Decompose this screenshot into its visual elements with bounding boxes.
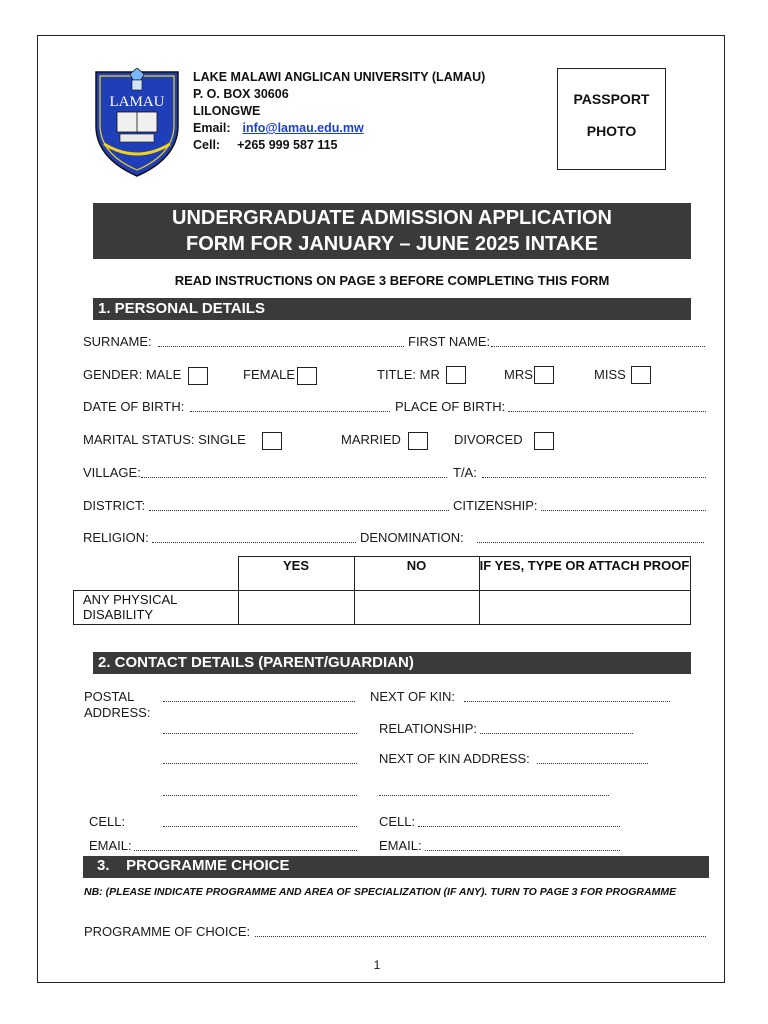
- marital-single-checkbox[interactable]: [262, 432, 282, 450]
- religion-field[interactable]: [152, 542, 356, 543]
- title-mr-checkbox[interactable]: [446, 366, 466, 384]
- denomination-field[interactable]: [477, 542, 704, 543]
- relationship-field[interactable]: [480, 733, 633, 734]
- title-mrs-label: MRS: [504, 367, 533, 382]
- passport-photo-box[interactable]: [557, 68, 666, 170]
- marital-married-checkbox[interactable]: [408, 432, 428, 450]
- title-mrs-checkbox[interactable]: [534, 366, 554, 384]
- form-title-line-1: UNDERGRADUATE ADMISSION APPLICATION: [172, 207, 612, 229]
- marital-married-label: MARRIED: [341, 432, 401, 447]
- disability-table-blank: [74, 557, 239, 591]
- col-yes: YES: [238, 557, 354, 591]
- nok-cell-label: CELL:: [379, 814, 416, 829]
- programme-choice-label: PROGRAMME OF CHOICE:: [84, 924, 251, 939]
- ta-field[interactable]: [482, 477, 706, 478]
- nok-address-field-2[interactable]: [379, 795, 609, 796]
- po-box: P. O. BOX 30606: [193, 87, 289, 101]
- pob-field[interactable]: [508, 411, 706, 412]
- village-field[interactable]: [141, 477, 447, 478]
- programme-note: NB: (PLEASE INDICATE PROGRAMME AND AREA OF SPECIALIZATION (IF ANY). TURN TO PAGE 3 FOR PROGRAMME: [84, 886, 677, 898]
- religion-label: RELIGION:: [83, 530, 149, 545]
- instructions-note: READ INSTRUCTIONS ON PAGE 3 BEFORE COMPLETING THIS FORM: [174, 273, 610, 288]
- district-label: DISTRICT:: [83, 498, 146, 513]
- disability-yes-cell[interactable]: [238, 591, 354, 625]
- logo-text: LAMAU: [109, 94, 165, 110]
- passport-line-1: PASSPORT: [573, 91, 650, 107]
- parent-cell-field[interactable]: [163, 826, 357, 827]
- postal-address-field-3[interactable]: [163, 763, 357, 764]
- title-miss-label: MISS: [594, 367, 626, 382]
- pob-label: PLACE OF BIRTH:: [395, 399, 506, 414]
- section-programme-heading: 3. PROGRAMME CHOICE: [83, 856, 709, 878]
- row-physical-disability: ANY PHYSICAL DISABILITY: [74, 591, 239, 625]
- relationship-label: RELATIONSHIP:: [379, 721, 478, 736]
- email-row: [193, 121, 364, 135]
- next-of-kin-field[interactable]: [464, 701, 670, 702]
- nok-address-field-1[interactable]: [537, 763, 648, 764]
- dob-label: DATE OF BIRTH:: [83, 399, 185, 414]
- nok-cell-field[interactable]: [418, 826, 620, 827]
- postal-address-label: POSTAL ADDRESS:: [84, 689, 151, 720]
- cell-label: Cell:: [193, 138, 221, 152]
- programme-choice-field[interactable]: [255, 936, 706, 937]
- gender-male-checkbox[interactable]: [188, 367, 208, 385]
- citizenship-field[interactable]: [541, 510, 706, 511]
- disability-proof-cell[interactable]: [479, 591, 690, 625]
- disability-no-cell[interactable]: [354, 591, 479, 625]
- marital-divorced-checkbox[interactable]: [534, 432, 554, 450]
- university-name: LAKE MALAWI ANGLICAN UNIVERSITY (LAMAU): [193, 70, 486, 84]
- university-logo: [90, 68, 184, 178]
- next-of-kin-label: NEXT OF KIN:: [370, 689, 455, 704]
- first-name-field[interactable]: [491, 346, 705, 347]
- gender-female-checkbox[interactable]: [297, 367, 317, 385]
- form-title: [93, 203, 691, 259]
- surname-label: SURNAME:: [83, 334, 152, 349]
- disability-table: [73, 556, 691, 625]
- village-label: VILLAGE:: [83, 465, 141, 480]
- postal-address-field-1[interactable]: [163, 701, 355, 702]
- marital-single-label: MARITAL STATUS: SINGLE: [83, 432, 246, 447]
- cell-number: +265 999 587 115: [237, 138, 338, 152]
- section-contact-heading: 2. CONTACT DETAILS (PARENT/GUARDIAN): [93, 652, 691, 674]
- col-proof: IF YES, TYPE OR ATTACH PROOF: [479, 557, 690, 591]
- nok-email-field[interactable]: [425, 850, 620, 851]
- denomination-label: DENOMINATION:: [360, 530, 464, 545]
- section-personal-heading: 1. PERSONAL DETAILS: [93, 298, 691, 320]
- parent-email-field[interactable]: [134, 850, 357, 851]
- gender-male-label: GENDER: MALE: [83, 367, 182, 382]
- title-miss-checkbox[interactable]: [631, 366, 651, 384]
- postal-address-field-4[interactable]: [163, 795, 357, 796]
- first-name-label: FIRST NAME:: [408, 334, 491, 349]
- parent-email-label: EMAIL:: [89, 838, 132, 853]
- cell-row: [193, 138, 338, 152]
- ta-label: T/A:: [453, 465, 477, 480]
- page-number: 1: [373, 958, 381, 972]
- postal-address-field-2[interactable]: [163, 733, 357, 734]
- city: LILONGWE: [193, 104, 261, 118]
- form-title-line-2: FORM FOR JANUARY – JUNE 2025 INTAKE: [186, 233, 598, 255]
- parent-cell-label: CELL:: [89, 814, 126, 829]
- nok-email-label: EMAIL:: [379, 838, 422, 853]
- marital-divorced-label: DIVORCED: [454, 432, 523, 447]
- email-label: Email:: [193, 121, 231, 135]
- gender-female-label: FEMALE: [243, 367, 296, 382]
- col-no: NO: [354, 557, 479, 591]
- passport-line-2: PHOTO: [586, 123, 637, 139]
- title-mr-label: TITLE: MR: [377, 367, 440, 382]
- district-field[interactable]: [149, 510, 449, 511]
- nok-address-label: NEXT OF KIN ADDRESS:: [379, 751, 530, 766]
- citizenship-label: CITIZENSHIP:: [453, 498, 538, 513]
- dob-field[interactable]: [190, 411, 390, 412]
- surname-field[interactable]: [158, 346, 404, 347]
- email-link[interactable]: info@lamau.edu.mw: [242, 121, 364, 135]
